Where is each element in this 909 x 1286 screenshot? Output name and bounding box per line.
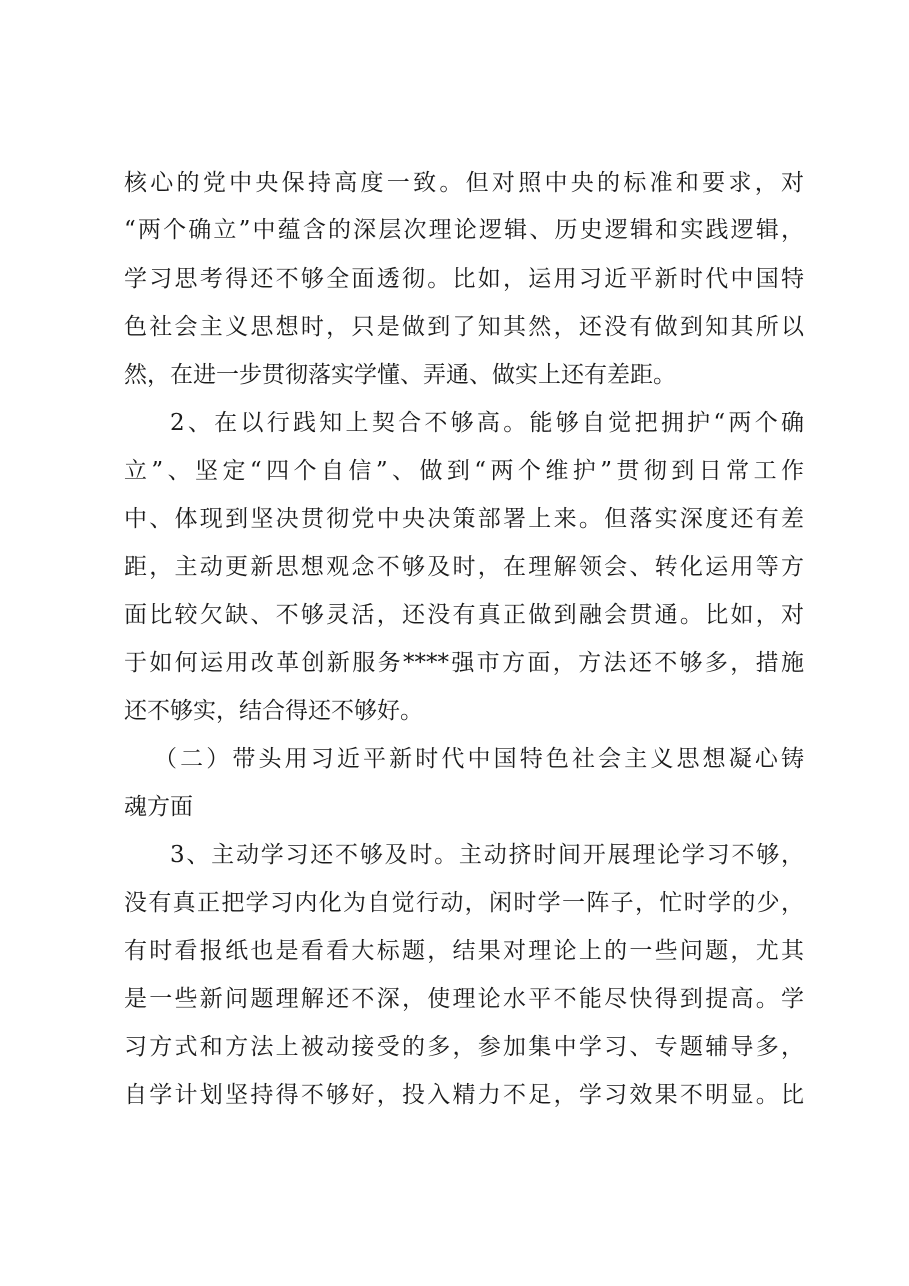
text-line: 然，在进一步贯彻落实学懂、弄通、做实上还有差距。 — [124, 362, 676, 388]
paragraph-2-first-line: 2、在以行践知上契合不够高。能够自觉把拥护“两个确 — [170, 410, 804, 436]
text-line: 于如何运用改革创新服务****强市方面，方法还不够多，措施 — [124, 650, 804, 676]
text-line: 核心的党中央保持高度一致。但对照中央的标准和要求，对 — [124, 170, 804, 196]
text-line: “两个确立”中蕴含的深层次理论逻辑、历史逻辑和实践逻辑， — [124, 217, 804, 243]
text-line: 面比较欠缺、不够灵活，还没有真正做到融会贯通。比如，对 — [124, 602, 804, 628]
text-line: 距，主动更新思想观念不够及时，在理解领会、转化运用等方 — [124, 554, 804, 580]
text-line: 习方式和方法上被动接受的多，参加集中学习、专题辅导多， — [124, 1034, 804, 1060]
text-line: 有时看报纸也是看看大标题，结果对理论上的一些问题，尤其 — [124, 938, 804, 964]
text-line: 色社会主义思想时，只是做到了知其然，还没有做到知其所以 — [124, 314, 804, 340]
text-line: 是一些新问题理解还不深，使理论水平不能尽快得到提高。学 — [124, 986, 804, 1012]
text-line: 还不够实，结合得还不够好。 — [124, 698, 423, 724]
section-heading: （二）带头用习近平新时代中国特色社会主义思想凝心铸 — [154, 746, 804, 772]
text-line: 立”、坚定“四个自信”、做到“两个维护”贯彻到日常工作 — [124, 458, 804, 484]
text-line: 中、体现到坚决贯彻党中央决策部署上来。但落实深度还有差 — [124, 506, 804, 532]
paragraph-3-first-line: 3、主动学习还不够及时。主动挤时间开展理论学习不够， — [170, 842, 804, 868]
text-line: 没有真正把学习内化为自觉行动，闲时学一阵子，忙时学的少， — [124, 890, 804, 916]
text-line: 自学计划坚持得不够好，投入精力不足，学习效果不明显。比 — [124, 1082, 804, 1108]
text-line: 学习思考得还不够全面透彻。比如，运用习近平新时代中国特 — [124, 266, 804, 292]
section-heading-continued: 魂方面 — [124, 794, 193, 820]
